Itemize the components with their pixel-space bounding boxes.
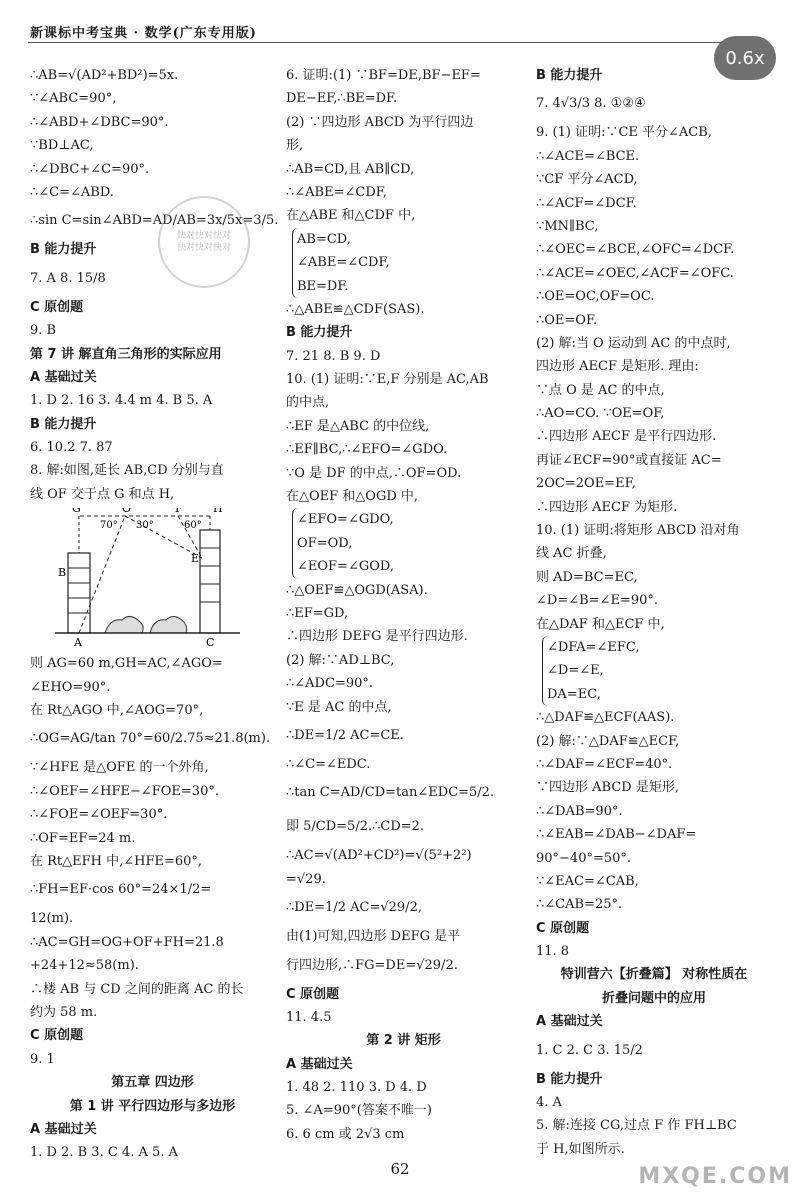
answer-line: 7. A 8. 15/8	[30, 270, 106, 286]
answer-line: 1. D 2. 16 3. 4.4 m 4. B 5. A	[30, 393, 213, 409]
answer-line: ∴AB=CD,且 AB∥CD,	[286, 161, 415, 177]
answer-line: DE−EF,∴BE=DF.	[286, 91, 398, 107]
answer-line: 1. C 2. C 3. 15/2	[536, 1042, 643, 1058]
answer-line: 在△OEF 和△OGD 中,	[286, 489, 419, 505]
answer-line: DA=EC,	[547, 686, 601, 702]
label-h: H	[213, 508, 223, 516]
answer-line: 6. 6 cm 或 2√3 cm	[286, 1126, 405, 1142]
answer-line: ∴FH=EF·cos 60°=24×1/2=	[30, 882, 212, 898]
answer-line: ∴∠C=∠ABD.	[30, 184, 114, 200]
answer-line: 行四边形,∴FG=DE=√29/2.	[286, 957, 458, 973]
answer-line: ∴AC=√(AD²+CD²)=√(5²+2²)	[286, 848, 472, 864]
answer-line: 90°−40°=50°.	[536, 850, 632, 866]
playback-speed-button[interactable]: 0.6x	[714, 36, 776, 80]
answer-line: ∴AC=GH=OG+OF+FH=21.8	[30, 934, 224, 950]
answer-line: ∴OE=OF.	[536, 312, 598, 328]
label-f: F	[175, 508, 183, 516]
answer-line: ∵点 O 是 AC 的中点,	[536, 382, 665, 398]
answer-line: ∵O 是 DF 的中点,∴OF=OD.	[286, 465, 462, 481]
answer-line: (2) 解:∵△DAF≌△ECF,	[536, 733, 680, 749]
angle-30: 30°	[136, 520, 154, 532]
answer-line: AB=CD,	[297, 231, 351, 247]
answer-line: (2) ∵四边形 ABCD 为平行四边	[286, 114, 474, 130]
building-diagram-svg	[50, 508, 250, 648]
section-heading: B 能力提升	[286, 325, 353, 341]
answer-line: 再证∠ECF=90°或直接证 AC=	[536, 452, 722, 468]
answer-line: ∴∠C=∠EDC.	[286, 756, 371, 772]
answer-line: 1. 48 2. 110 3. D 4. D	[286, 1080, 427, 1096]
answer-line: 则 AD=BC=EC,	[536, 569, 638, 585]
section-heading: C 原创题	[536, 920, 590, 936]
answer-line: ∴tan C=AD/CD=tan∠EDC=5/2.	[286, 785, 495, 801]
answer-line: 10. (1) 证明:将矩形 ABCD 沿对角	[536, 523, 740, 539]
answer-line: 4. A	[536, 1095, 562, 1111]
special-training-subtitle: 折叠问题中的应用	[601, 990, 706, 1006]
answer-line: ∴DE=1/2 AC=CE.	[286, 727, 404, 743]
answer-line: (2) 解:当 O 运动到 AC 的中点时,	[536, 335, 731, 351]
answer-line: 由(1)可知,四边形 DEFG 是平	[286, 929, 461, 945]
answer-line: 2OC=2OE=EF,	[536, 476, 636, 492]
answer-line: 在△ABE 和△CDF 中,	[286, 208, 416, 224]
answer-line: ∠EOF=∠GOD,	[297, 559, 394, 575]
answer-line: ∴EF∥BC,∴∠EFO=∠GDO.	[286, 442, 448, 458]
answer-line: 9. 1	[30, 1051, 55, 1067]
answer-line: 四边形 AECF 是矩形. 理由:	[536, 359, 699, 375]
label-o: O	[122, 508, 132, 516]
answer-line: ∴∠ACF=∠DCF.	[536, 195, 637, 211]
answer-line: ∴四边形 DEFG 是平行四边形.	[286, 629, 468, 645]
section-heading: B 能力提升	[30, 242, 97, 258]
angle-70: 70°	[100, 520, 118, 532]
answer-line: ∴∠CAB=25°.	[536, 897, 623, 913]
answer-line: ∴△OEF≌△OGD(ASA).	[286, 582, 428, 598]
answer-line: 形,	[286, 138, 304, 154]
answer-line: 8. 解:如图,延长 AB,CD 分别与直	[30, 463, 224, 479]
answer-line: 11. 4.5	[286, 1009, 332, 1025]
answer-line: 即 5/CD=5/2.∴CD=2.	[286, 819, 425, 835]
building-diagram	[50, 508, 250, 648]
answer-line: 于 H,如图所示.	[536, 1141, 625, 1157]
rock-shape	[150, 617, 187, 634]
answer-line: 5. 解:连接 CG,过点 F 作 FH⊥BC	[536, 1118, 737, 1134]
lesson-title: 第 7 讲 解直角三角形的实际应用	[30, 346, 222, 362]
label-g: G	[72, 508, 81, 516]
answer-column-right	[536, 64, 772, 1161]
answer-line: ∠D=∠E,	[547, 663, 604, 679]
answer-line: ∴OE=OC,OF=OC.	[536, 289, 655, 305]
answer-column-middle	[286, 64, 521, 1146]
congruence-conditions	[292, 508, 521, 578]
answer-line: 10. (1) 证明:∵E,F 分别是 AC,AB	[286, 372, 489, 388]
label-a: A	[74, 636, 82, 649]
header-divider	[28, 42, 768, 43]
answer-line: 7. 21 8. B 9. D	[286, 348, 381, 364]
answer-line: ∴∠DAB=90°.	[536, 803, 623, 819]
lesson-title: 第 1 讲 平行四边形与多边形	[69, 1098, 236, 1114]
answer-line: ∠EHO=90°.	[30, 679, 111, 695]
answer-line: 1. D 2. B 3. C 4. A 5. A	[30, 1145, 178, 1161]
line-ao	[79, 516, 125, 633]
answer-line: ∵∠HFE 是△OFE 的一个外角,	[30, 760, 209, 776]
answer-line: BE=DF.	[297, 278, 349, 294]
label-e: E	[191, 552, 200, 566]
watermark-stamp	[158, 196, 250, 288]
answer-line: ∠EFO=∠GDO,	[297, 512, 394, 528]
answer-line: ∴sin C=sin∠ABD=AD/AB=3x/5x=3/5.	[30, 213, 279, 229]
answer-line: ∴∠ACE=∠OEC,∠ACF=∠OFC.	[536, 265, 734, 281]
section-heading: A 基础过关	[30, 369, 97, 385]
answer-line: 7. 4√3/3 8. ①②④	[536, 96, 646, 112]
section-heading: B 能力提升	[30, 416, 97, 432]
answer-line: 9. (1) 证明:∵CE 平分∠ACB,	[536, 125, 712, 141]
answer-line: 的中点,	[286, 395, 330, 411]
answer-line: 6. 10.2 7. 87	[30, 440, 113, 456]
section-heading: A 基础过关	[536, 1014, 603, 1030]
special-training-title: 特训营六【折叠篇】 对称性质在	[560, 967, 748, 983]
answer-line: ∴∠DBC+∠C=90°.	[30, 161, 150, 177]
answer-line: ∴EF 是△ABC 的中位线,	[286, 418, 430, 434]
answer-line: ∴OG=AG/tan 70°=60/2.75≈21.8(m).	[30, 731, 271, 747]
answer-line: ∴EF=GD,	[286, 605, 349, 621]
section-heading: C 原创题	[30, 1028, 84, 1044]
answer-line: ∵BD⊥AC,	[30, 138, 94, 154]
answer-line: ∴AO=CO. ∵OE=OF,	[536, 406, 665, 422]
answer-line: 9. B	[30, 323, 57, 339]
answer-line: ∴楼 AB 与 CD 之间的距离 AC 的长	[30, 981, 244, 997]
answer-line: 线 OF 交于点 G 和点 H,	[30, 486, 175, 502]
answer-line: ∠DFA=∠EFC,	[547, 639, 640, 655]
answer-line: 11. 8	[536, 944, 570, 960]
book-header: 新课标中考宝典 · 数学(广东专用版)	[30, 26, 257, 41]
answer-line: ∠ABE=∠CDF,	[297, 255, 390, 271]
label-c: C	[206, 636, 215, 649]
answer-line: ∴∠DAF=∠ECF=40°.	[536, 756, 673, 772]
stamp-line: 快对快对快对	[176, 231, 231, 241]
answer-line: OF=OD,	[297, 535, 353, 551]
site-watermark: MXQE.COM	[638, 1164, 792, 1189]
section-heading: A 基础过关	[30, 1121, 97, 1137]
label-b: B	[58, 566, 67, 580]
answer-line: 12(m).	[30, 911, 74, 927]
answer-line: ∴∠EAB=∠DAB−∠DAF=	[536, 827, 697, 843]
answer-line: ∴∠ADC=90°.	[286, 676, 373, 692]
answer-line: 6. 证明:(1) ∵BF=DE,BF−EF=	[286, 68, 481, 83]
answer-line: ∵E 是 AC 的中点,	[286, 699, 392, 715]
congruence-conditions	[292, 228, 521, 298]
chapter-title: 第五章 四边形	[111, 1075, 194, 1091]
section-heading: A 基础过关	[286, 1056, 353, 1072]
answer-line: (2) 解:∵AD⊥BC,	[286, 652, 395, 668]
answer-line: ∵∠ABC=90°,	[30, 91, 117, 107]
answer-line: ∴△ABE≌△CDF(SAS).	[286, 301, 425, 317]
answer-line: 在△DAF 和△ECF 中,	[536, 616, 665, 632]
congruence-conditions	[542, 636, 772, 706]
section-heading: C 原创题	[30, 299, 84, 315]
answer-line: ∴DE=1/2 AC=√29/2,	[286, 900, 422, 916]
answer-line: ∴AB=√(AD²+BD²)=5x.	[30, 68, 179, 83]
angle-60: 60°	[184, 520, 202, 532]
section-heading: B 能力提升	[536, 1071, 603, 1087]
answer-line: 在 Rt△EFH 中,∠HFE=60°,	[30, 853, 203, 869]
answer-line: 在 Rt△AGO 中,∠AOG=70°,	[30, 703, 204, 719]
answer-line: ∴四边形 AECF 是平行四边形.	[536, 429, 717, 445]
answer-line: 线 AC 折叠,	[536, 546, 607, 562]
answer-line: +24+12≈58(m).	[30, 958, 139, 974]
answer-line: ∴四边形 AECF 为矩形.	[536, 499, 678, 515]
answer-line: ∵四边形 ABCD 是矩形,	[536, 780, 679, 796]
building-cd	[200, 530, 220, 633]
answer-line: =√29.	[286, 871, 326, 887]
answer-line: ∠D=∠B=∠E=90°.	[536, 593, 658, 609]
page-number: 62	[390, 1160, 410, 1178]
section-heading: C 原创题	[286, 986, 340, 1002]
answer-line: ∴△DAF≌△ECF(AAS).	[536, 710, 675, 726]
answer-line: ∵∠EAC=∠CAB,	[536, 873, 639, 889]
answer-line: ∵MN∥BC,	[536, 218, 599, 234]
answer-line: ∴∠FOE=∠OEF=30°.	[30, 807, 168, 823]
answer-line: ∵CF 平分∠ACD,	[536, 172, 638, 188]
answer-line: ∴∠ACE=∠BCE.	[536, 148, 640, 164]
answer-line: ∴∠OEF=∠HFE−∠FOE=30°.	[30, 783, 219, 799]
answer-line: ∴∠OEC=∠BCE,∠OFC=∠DCF.	[536, 242, 735, 258]
answer-line: 则 AG=60 m,GH=AC,∠AGO=	[30, 656, 223, 672]
lesson-title: 第 2 讲 矩形	[366, 1033, 441, 1049]
answer-line: 约为 58 m.	[30, 1004, 98, 1020]
rock-shape	[105, 617, 143, 634]
answer-line: ∴OF=EF=24 m.	[30, 830, 136, 846]
answer-line: ∴∠ABD+∠DBC=90°.	[30, 114, 169, 130]
stamp-line: 快对快对快对	[176, 243, 231, 253]
section-heading: B 能力提升	[536, 68, 603, 83]
building-ab	[68, 553, 90, 633]
answer-line: 5. ∠A=90°(答案不唯一)	[286, 1103, 432, 1119]
answer-line: ∴∠ABE=∠CDF,	[286, 184, 387, 200]
